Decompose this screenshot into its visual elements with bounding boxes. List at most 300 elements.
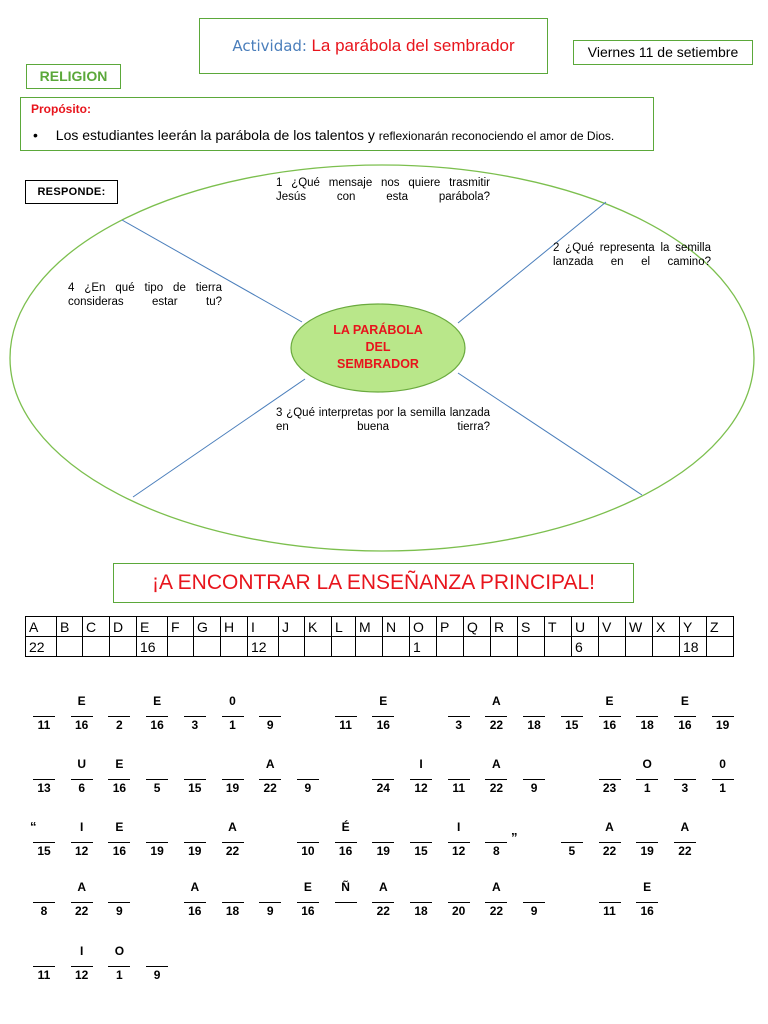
puzzle-number: 5 (568, 844, 576, 858)
cipher-letter-cell: G (194, 617, 221, 637)
puzzle-letter: Ñ (341, 880, 350, 894)
puzzle-number: 15 (37, 844, 51, 858)
puzzle-number: 12 (75, 844, 89, 858)
puzzle-letter (556, 693, 588, 709)
cipher-letter-cell: F (168, 617, 194, 637)
puzzle-blank (71, 966, 93, 967)
puzzle-letter: E (605, 694, 614, 708)
cipher-letter-cell: D (110, 617, 137, 637)
puzzle-cell (292, 819, 324, 858)
puzzle-blank (71, 716, 93, 717)
purpose-box (20, 97, 654, 151)
puzzle-letter: A (680, 820, 690, 834)
puzzle-cell (443, 693, 475, 732)
puzzle-letter: E (643, 880, 652, 894)
puzzle-blank (146, 966, 168, 967)
cipher-letter-cell: L (332, 617, 356, 637)
puzzle-blank (146, 779, 168, 780)
puzzle-number: 1 (643, 781, 651, 795)
puzzle-number: 19 (225, 781, 240, 795)
puzzle-blank (33, 902, 55, 903)
puzzle-cell (66, 879, 98, 918)
cipher-number-cell (491, 637, 518, 657)
puzzle-letter: E (115, 757, 124, 771)
cipher-letter-cell: V (599, 617, 626, 637)
puzzle-cell (141, 756, 173, 795)
cipher-number-cell (356, 637, 383, 657)
puzzle-number: 19 (376, 844, 390, 858)
puzzle-blank (372, 902, 394, 903)
puzzle-number: 5 (153, 781, 161, 795)
puzzle-cell (443, 879, 475, 918)
puzzle-letter (292, 819, 324, 835)
cipher-number-cell: 6 (572, 637, 599, 657)
puzzle-letter (631, 693, 663, 709)
puzzle-blank (448, 779, 470, 780)
puzzle-number: 23 (602, 781, 617, 795)
puzzle-blank (674, 716, 696, 717)
cipher-number-cell (57, 637, 83, 657)
puzzle-blank (222, 902, 244, 903)
puzzle-blank (712, 716, 734, 717)
puzzle-blank (523, 779, 545, 780)
puzzle-number: 22 (489, 718, 504, 732)
puzzle-cell (217, 879, 249, 918)
puzzle-number: 11 (452, 781, 466, 795)
puzzle-number: 19 (715, 718, 730, 732)
cipher-number-cell (305, 637, 332, 657)
puzzle-cell (594, 756, 626, 795)
puzzle-cell (179, 819, 211, 858)
puzzle-blank (259, 716, 281, 717)
puzzle-letter (292, 756, 324, 772)
close-quote: ” (511, 830, 518, 845)
puzzle-cell (103, 693, 135, 732)
puzzle-cell (217, 756, 249, 795)
puzzle-cell (631, 693, 663, 732)
cipher-letter-cell: I (248, 617, 279, 637)
puzzle-blank (372, 779, 394, 780)
puzzle-letter: A (265, 757, 275, 771)
puzzle-letter (631, 819, 663, 835)
puzzle-letter (443, 879, 475, 895)
puzzle-letter: I (80, 944, 84, 958)
puzzle-cell (443, 756, 475, 795)
puzzle-blank (108, 716, 130, 717)
cipher-number-cell (626, 637, 653, 657)
cipher-letter-cell: Z (707, 617, 734, 637)
cipher-number-row (26, 637, 734, 657)
puzzle-cell (254, 693, 286, 732)
puzzle-letter: A (492, 694, 501, 708)
puzzle-blank (485, 716, 507, 717)
puzzle-number: 22 (489, 904, 504, 918)
puzzle-letter (103, 879, 135, 895)
puzzle-letter: 0 (229, 694, 236, 708)
puzzle-letter (217, 879, 249, 895)
puzzle-number: 9 (304, 781, 312, 795)
puzzle-cell (330, 693, 362, 732)
subject-box: RELIGION (26, 64, 121, 89)
puzzle-blank (712, 779, 734, 780)
puzzle-cell (405, 819, 437, 858)
puzzle-number: 22 (489, 781, 504, 795)
puzzle-number: 6 (78, 781, 86, 795)
puzzle-cell (631, 756, 663, 795)
puzzle-cell (480, 693, 512, 732)
puzzle-blank (410, 902, 432, 903)
cipher-number-cell (545, 637, 572, 657)
puzzle-letter (367, 819, 399, 835)
cipher-letter-cell: E (137, 617, 168, 637)
cipher-number-cell (332, 637, 356, 657)
puzzle-cell (217, 819, 249, 858)
puzzle-number: 11 (603, 904, 616, 918)
puzzle-number: 10 (301, 844, 315, 858)
puzzle-blank (636, 716, 658, 717)
puzzle-number: 8 (40, 904, 48, 918)
bullet-icon: • (33, 127, 38, 143)
puzzle-letter: E (680, 694, 689, 708)
cipher-letter-cell: C (83, 617, 110, 637)
purpose-text-main: Los estudiantes leerán la parábola de los talentos y (55, 127, 375, 143)
puzzle-blank (523, 902, 545, 903)
cipher-letter-cell: O (410, 617, 437, 637)
puzzle-cell (594, 879, 626, 918)
puzzle-cell (480, 879, 512, 918)
puzzle-blank (410, 842, 432, 843)
puzzle-blank (485, 902, 507, 903)
puzzle-number: 15 (188, 781, 202, 795)
puzzle-blank (448, 842, 470, 843)
puzzle-letter: A (228, 820, 237, 834)
puzzle-number: 16 (75, 718, 89, 732)
puzzle-cell (367, 819, 399, 858)
puzzle-cell (103, 819, 135, 858)
puzzle-blank (599, 716, 621, 717)
puzzle-letter (28, 943, 60, 959)
puzzle-number: 13 (37, 781, 51, 795)
puzzle-number: 8 (493, 844, 500, 858)
puzzle-blank (184, 779, 206, 780)
puzzle-number: 11 (37, 718, 51, 732)
puzzle-cell (103, 879, 135, 918)
puzzle-cell (669, 756, 701, 795)
puzzle-blank (184, 842, 206, 843)
puzzle-cell (594, 819, 626, 858)
puzzle-letter (103, 693, 135, 709)
puzzle-letter (443, 693, 475, 709)
puzzle-number: 9 (266, 718, 274, 732)
puzzle-number: 16 (602, 718, 617, 732)
puzzle-number: 16 (301, 904, 315, 918)
puzzle-number: 22 (75, 904, 89, 918)
puzzle-number: 1 (719, 781, 726, 795)
puzzle-number: 18 (640, 718, 654, 732)
puzzle-number: 12 (452, 844, 466, 858)
puzzle-letter: O (642, 757, 652, 771)
date-box: Viernes 11 de setiembre (573, 40, 753, 65)
puzzle-cell (66, 756, 98, 795)
puzzle-letter (28, 693, 60, 709)
puzzle-number: 24 (376, 781, 390, 795)
puzzle-letter: E (115, 820, 124, 834)
puzzle-blank (485, 779, 507, 780)
cipher-number-cell (518, 637, 545, 657)
puzzle-letter (556, 819, 588, 835)
cipher-letter-cell: M (356, 617, 383, 637)
puzzle-cell (443, 819, 475, 858)
puzzle-blank (71, 902, 93, 903)
puzzle-letter (518, 879, 550, 895)
puzzle-blank (33, 966, 55, 967)
cipher-letter-cell: H (221, 617, 248, 637)
puzzle-cell (330, 879, 362, 904)
puzzle-cell (28, 693, 60, 732)
question-3: 3 ¿Qué interpretas por la semilla lanzada en buena tierra? (276, 407, 490, 433)
puzzle-letter (330, 693, 362, 709)
puzzle-letter (480, 819, 512, 835)
cipher-number-cell (707, 637, 734, 657)
puzzle-number: 18 (414, 904, 428, 918)
puzzle-number: 16 (338, 844, 353, 858)
puzzle-letter: E (77, 694, 86, 708)
puzzle-blank (448, 902, 470, 903)
puzzle-blank (33, 779, 55, 780)
cipher-letter-cell: Y (680, 617, 707, 637)
puzzle-number: 22 (263, 781, 277, 795)
puzzle-number: 11 (339, 718, 352, 732)
cipher-letter-cell: R (491, 617, 518, 637)
puzzle-cell (28, 879, 60, 918)
puzzle-number: 15 (565, 718, 579, 732)
puzzle-number: 2 (116, 718, 123, 732)
puzzle-cell (367, 693, 399, 732)
puzzle-number: 18 (225, 904, 240, 918)
cipher-letter-cell: S (518, 617, 545, 637)
puzzle-number: 9 (153, 968, 161, 982)
puzzle-number: 22 (376, 904, 390, 918)
puzzle-cell (217, 693, 249, 732)
cipher-letter-cell: T (545, 617, 572, 637)
puzzle-number: 9 (266, 904, 274, 918)
puzzle-letter (594, 879, 626, 895)
puzzle-cell (179, 756, 211, 795)
puzzle-number: 1 (116, 968, 123, 982)
puzzle-blank (297, 842, 319, 843)
puzzle-cell (141, 819, 173, 858)
puzzle-number: 22 (602, 844, 617, 858)
puzzle-letter: E (303, 880, 312, 894)
puzzle-blank (636, 779, 658, 780)
puzzle-letter (141, 943, 173, 959)
activity-title: La parábola del sembrador (311, 36, 515, 55)
puzzle-cell (367, 879, 399, 918)
center-label-line: SEMBRADOR (337, 357, 419, 371)
puzzle-letter (28, 879, 60, 895)
puzzle-letter: I (80, 820, 84, 834)
cipher-number-cell (168, 637, 194, 657)
puzzle-letter (367, 756, 399, 772)
puzzle-number: 15 (414, 844, 428, 858)
puzzle-blank (599, 842, 621, 843)
puzzle-cell (103, 756, 135, 795)
puzzle-blank (71, 779, 93, 780)
puzzle-letter: A (190, 880, 200, 894)
cipher-table (25, 616, 734, 657)
puzzle-cell (405, 756, 437, 795)
puzzle-number: 3 (681, 781, 689, 795)
puzzle-cell (556, 693, 588, 732)
puzzle-letter (179, 819, 211, 835)
puzzle-number: 9 (530, 781, 538, 795)
puzzle-number: 16 (640, 904, 654, 918)
puzzle-letter (405, 879, 437, 895)
center-label-line: DEL (365, 340, 391, 354)
puzzle-cell (518, 879, 550, 918)
puzzle-blank (259, 902, 281, 903)
puzzle-blank (636, 842, 658, 843)
center-label-line: LA PARÁBOLA (333, 323, 423, 337)
puzzle-blank (259, 779, 281, 780)
puzzle-blank (410, 779, 432, 780)
puzzle-number: 19 (150, 844, 164, 858)
puzzle-blank (297, 779, 319, 780)
activity-label: Actividad: (232, 37, 307, 55)
cipher-number-cell: 16 (137, 637, 168, 657)
puzzle-blank (108, 966, 130, 967)
puzzle-cell (367, 756, 399, 795)
puzzle-letter: A (492, 757, 501, 771)
cipher-letter-cell: A (26, 617, 57, 637)
puzzle-blank (448, 716, 470, 717)
puzzle-blank (33, 716, 55, 717)
puzzle-number: 16 (188, 904, 202, 918)
cipher-letter-cell: K (305, 617, 332, 637)
puzzle-cell (480, 756, 512, 795)
puzzle-blank (146, 842, 168, 843)
puzzle-letter (28, 756, 60, 772)
puzzle-number: 22 (678, 844, 692, 858)
puzzle-blank (222, 842, 244, 843)
puzzle-number: 12 (75, 968, 89, 982)
puzzle-letter (254, 879, 286, 895)
cipher-letter-cell: N (383, 617, 410, 637)
puzzle-blank (146, 716, 168, 717)
puzzle-number: 20 (452, 904, 466, 918)
puzzle-cell (631, 879, 663, 918)
puzzle-blank (372, 716, 394, 717)
puzzle-blank (523, 716, 545, 717)
cipher-letter-row (26, 617, 734, 637)
puzzle-blank (674, 842, 696, 843)
cipher-letter-cell: Q (464, 617, 491, 637)
puzzle-letter: E (379, 694, 388, 708)
cipher-number-cell: 12 (248, 637, 279, 657)
puzzle-number: 1 (229, 718, 236, 732)
cipher-number-cell: 1 (410, 637, 437, 657)
puzzle-number: 11 (37, 968, 51, 982)
puzzle-number: 19 (188, 844, 202, 858)
puzzle-letter: I (419, 757, 423, 771)
cipher-number-cell (279, 637, 305, 657)
puzzle-number: 9 (116, 904, 123, 918)
puzzle-cell (669, 819, 701, 858)
puzzle-number: 19 (640, 844, 654, 858)
puzzle-cell (292, 756, 324, 795)
puzzle-cell (518, 693, 550, 732)
puzzle-blank (297, 902, 319, 903)
puzzle-blank (599, 779, 621, 780)
question-4: 4 ¿En qué tipo de tierra consideras estar tu? (68, 282, 222, 308)
cipher-number-cell: 22 (26, 637, 57, 657)
puzzle-cell (405, 879, 437, 918)
puzzle-blank (222, 716, 244, 717)
puzzle-blank (599, 902, 621, 903)
puzzle-letter: I (457, 820, 461, 834)
puzzle-blank (108, 779, 130, 780)
puzzle-number: 16 (112, 781, 127, 795)
puzzle-blank (108, 902, 130, 903)
cipher-letter-cell: X (653, 617, 680, 637)
puzzle-cell (141, 693, 173, 732)
puzzle-blank (674, 779, 696, 780)
puzzle-cell (179, 879, 211, 918)
center-label (292, 322, 464, 373)
puzzle-cell (480, 819, 512, 858)
puzzle-letter: A (77, 880, 87, 894)
puzzle-cell (518, 756, 550, 795)
puzzle-letter (443, 756, 475, 772)
cipher-letter-cell: U (572, 617, 599, 637)
puzzle-blank (485, 842, 507, 843)
puzzle-blank (222, 779, 244, 780)
cipher-number-cell (653, 637, 680, 657)
puzzle-letter: A (378, 880, 388, 894)
puzzle-number: 3 (191, 718, 199, 732)
puzzle-number: 16 (376, 718, 390, 732)
puzzle-cell (292, 879, 324, 918)
puzzle-blank (335, 842, 357, 843)
purpose-heading: Propósito: (31, 102, 91, 116)
puzzle-blank (108, 842, 130, 843)
puzzle-blank (184, 716, 206, 717)
puzzle-letter: É (341, 820, 350, 834)
puzzle-cell (66, 693, 98, 732)
cipher-letter-cell: B (57, 617, 83, 637)
puzzle-cell (141, 943, 173, 982)
puzzle-cell (669, 693, 701, 732)
puzzle-blank (636, 902, 658, 903)
purpose-text (33, 127, 614, 143)
question-1: 1 ¿Qué mensaje nos quiere trasmitir Jesús con esta parábola? (276, 177, 490, 203)
cipher-letter-cell: J (279, 617, 305, 637)
puzzle-cell (556, 819, 588, 858)
puzzle-cell (707, 756, 739, 795)
puzzle-cell (707, 693, 739, 732)
puzzle-letter: A (492, 880, 501, 894)
puzzle-cell (254, 756, 286, 795)
cipher-number-cell (383, 637, 410, 657)
puzzle-number: 9 (530, 904, 538, 918)
puzzle-letter (707, 693, 739, 709)
puzzle-cell (254, 879, 286, 918)
puzzle-blank (71, 842, 93, 843)
cipher-number-cell (110, 637, 137, 657)
puzzle-letter: U (77, 757, 87, 771)
cipher-number-cell (194, 637, 221, 657)
puzzle-blank (372, 842, 394, 843)
